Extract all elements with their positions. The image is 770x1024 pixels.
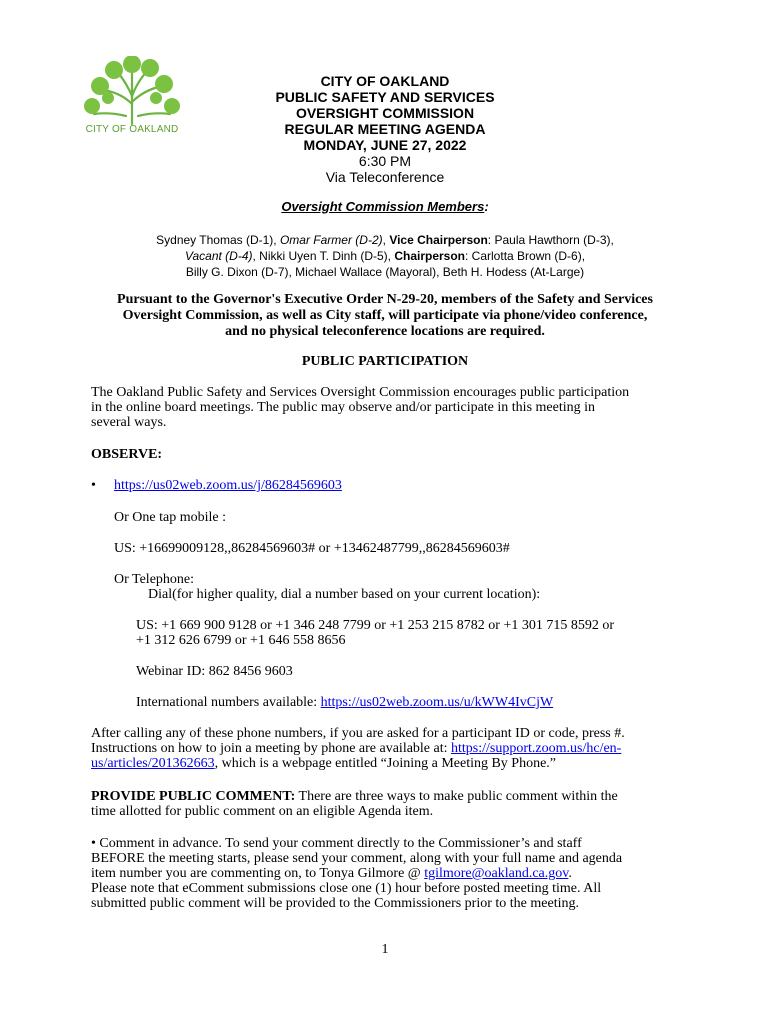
logo-text: CITY OF OAKLAND bbox=[85, 124, 179, 135]
zoom-link-item bbox=[114, 478, 714, 493]
international-numbers: International numbers available: https://us02web.zoom.us/u/kWW4IvCjW bbox=[136, 695, 554, 710]
agenda-header bbox=[180, 73, 590, 185]
webinar-id: Webinar ID: 862 8456 9603 bbox=[136, 664, 293, 679]
zoom-support-link-1[interactable]: https://support.zoom.us/hc/en- bbox=[451, 741, 622, 756]
advance-comment-paragraph: • Comment in advance. To send your comment directly to the Commissioner’s and staff BEFORE the meeting starts, please send your comment, along with your full name and agenda item number you are commenting on, to Tonya Gilmore @ tgilmore@oakland.ca.gov. Please note that eComment submissions close one (1) hour before posted meeting time. All submitted public comment will be provided to the Commissioners prior to the meeting. bbox=[91, 836, 623, 911]
intro-paragraph: The Oakland Public Safety and Services Oversight Commission encourages public participation in the online board meetings. The public may observe and/or participate in this meeting in several ways. bbox=[91, 385, 630, 430]
members-title: Oversight Commission Members: bbox=[281, 199, 489, 214]
header-time: 6:30 PM bbox=[358, 153, 412, 169]
international-numbers-link[interactable]: https://us02web.zoom.us/u/kWW4IvCjW bbox=[320, 695, 554, 710]
after-call-paragraph: After calling any of these phone numbers, if you are asked for a participant ID or code, press #. Instructions on how to join a meeting by phone are available at: https://support.zoom.us/hc/en- us/articles/201362663, which is a webpage entitled “Joining a Meeting By Phone.” bbox=[91, 726, 625, 771]
header-agenda-type: REGULAR MEETING AGENDA bbox=[284, 121, 486, 137]
header-venue: Via Teleconference bbox=[325, 169, 445, 185]
us-tap-numbers: US: +16699009128,,86284569603# or +13462487799,,86284569603# bbox=[114, 541, 510, 556]
public-comment-paragraph: PROVIDE PUBLIC COMMENT: There are three ways to make public comment within the time allotted for public comment on an eligible Agenda item. bbox=[91, 789, 618, 819]
executive-order-notice: Pursuant to the Governor's Executive Order N-29-20, members of the Safety and Services Oversight Commission, as well as City staff, will participate via phone/video conference, and no physical teleconference locations are required. bbox=[117, 292, 653, 339]
header-city: CITY OF OAKLAND bbox=[320, 73, 450, 89]
header-commission-2: OVERSIGHT COMMISSION bbox=[295, 105, 475, 121]
us-phone-numbers: US: +1 669 900 9128 or +1 346 248 7799 or +1 253 215 8782 or +1 301 715 8592 or +1 312 626 6799 or +1 646 558 8656 bbox=[136, 618, 615, 648]
page-number: 1 bbox=[381, 942, 389, 957]
email-link[interactable]: tgilmore@oakland.ca.gov bbox=[424, 866, 569, 881]
zoom-meeting-link[interactable]: https://us02web.zoom.us/j/86284569603 bbox=[114, 478, 342, 493]
members-list: Sydney Thomas (D-1), Omar Farmer (D-2), Vice Chairperson: Paula Hawthorn (D-3), Vacant (D-4), Nikki Uyen T. Dinh (D-5), Chairperson: Carlotta Brown (D-6), Billy G. Dixon (D-7), Michael Wallace (Mayoral), Beth H. Hodess (At-Large) bbox=[156, 233, 614, 279]
dial-note: Dial(for higher quality, dial a number based on your current location): bbox=[148, 587, 541, 602]
public-participation-title: PUBLIC PARTICIPATION bbox=[301, 354, 469, 369]
zoom-support-link-2[interactable]: us/articles/201362663 bbox=[91, 756, 215, 771]
telephone-label: Or Telephone: bbox=[114, 572, 195, 587]
one-tap-label: Or One tap mobile : bbox=[114, 510, 226, 525]
observe-title: OBSERVE: bbox=[91, 447, 163, 462]
header-commission-1: PUBLIC SAFETY AND SERVICES bbox=[275, 89, 495, 105]
bullet: • bbox=[91, 478, 96, 493]
header-date: MONDAY, JUNE 27, 2022 bbox=[303, 137, 467, 153]
